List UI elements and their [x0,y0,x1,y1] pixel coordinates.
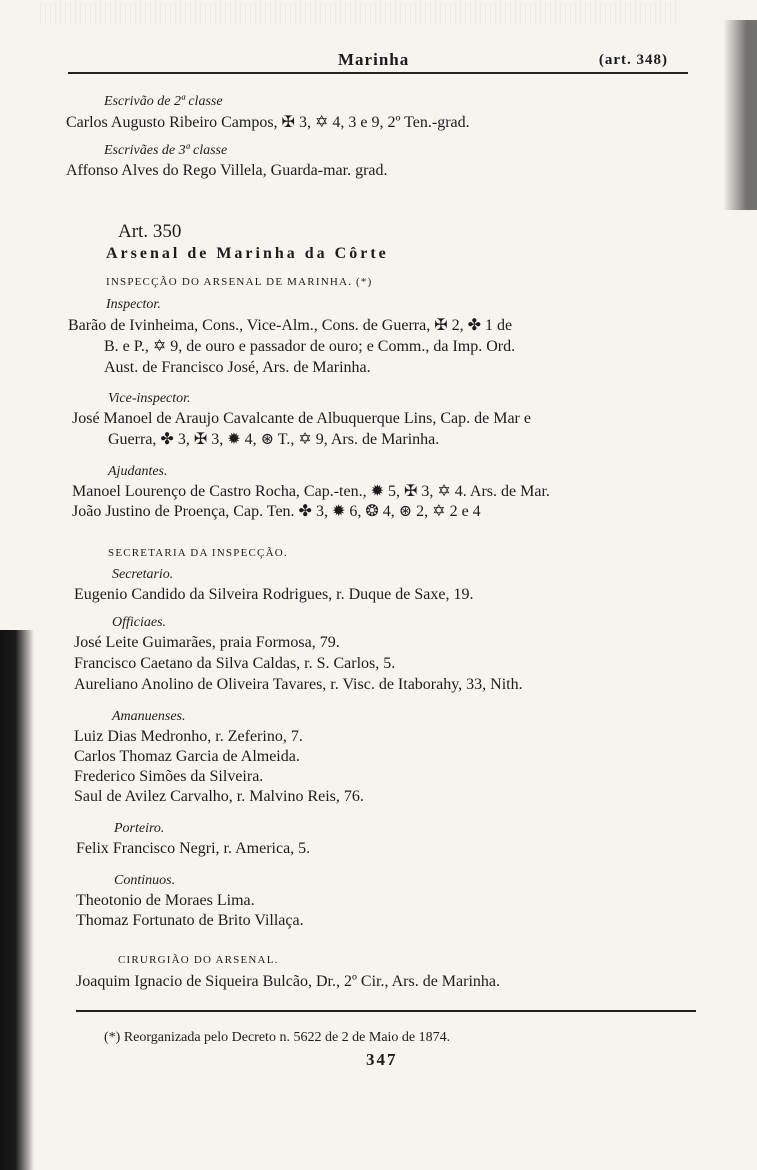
amanuense-entry-4: Saul de Avilez Carvalho, r. Malvino Reis, 76. [74,788,364,805]
section-heading-inspeccao: INSPECÇÃO DO ARSENAL DE MARINHA. (*) [106,276,373,288]
official-entry-2: Francisco Caetano da Silva Caldas, r. S. Carlos, 5. [74,655,396,672]
entry-escrivaes-3: Affonso Alves do Rego Villela, Guarda-mar. grad. [66,162,388,179]
role-secretario: Secretario. [112,567,174,582]
inspector-line-1: Barão de Ivinheima, Cons., Vice-Alm., Cons. de Guerra, ✠ 2, ✤ 1 de [68,317,513,334]
cirurgiao-entry: Joaquim Ignacio de Siqueira Bulcão, Dr., 2º Cir., Ars. de Marinha. [76,973,500,990]
porteiro-entry: Felix Francisco Negri, r. America, 5. [76,840,311,857]
amanuense-entry-3: Frederico Simões da Silveira. [74,768,264,785]
section-heading-secretaria: SECRETARIA DA INSPECÇÃO. [108,547,288,559]
ajudante-line-2: João Justino de Proença, Cap. Ten. ✤ 3, ✹ 6, ❂ 4, ⊛ 2, ✡ 2 e 4 [72,503,481,520]
entry-escrivao-2: Carlos Augusto Ribeiro Campos, ✠ 3, ✡ 4, 3 e 9, 2º Ten.-grad. [66,114,470,131]
continuo-entry-1: Theotonio de Moraes Lima. [76,892,255,909]
article-title: Arsenal de Marinha da Côrte [106,245,389,262]
role-porteiro: Porteiro. [114,821,165,836]
scan-edge-right [723,20,757,210]
role-vice-inspector: Vice-inspector. [108,391,191,406]
scan-edge-left [0,630,34,1170]
role-amanuenses: Amanuenses. [112,709,186,724]
continuo-entry-2: Thomaz Fortunato de Brito Villaça. [76,912,304,929]
official-entry-3: Aureliano Anolino de Oliveira Tavares, r. Visc. de Itaborahy, 33, Nith. [74,676,523,693]
section-heading-cirurgiao: CIRURGIÃO DO ARSENAL. [118,954,279,966]
role-escrivao-2: Escrivão de 2ª classe [104,94,223,109]
header-rule [68,72,688,74]
running-head [68,50,678,72]
vice-inspector-line-2: Guerra, ✤ 3, ✠ 3, ✹ 4, ⊛ T., ✡ 9, Ars. de Marinha. [108,431,440,448]
running-head-title: Marinha [338,50,410,69]
amanuense-entry-2: Carlos Thomaz Garcia de Almeida. [74,748,300,765]
running-head-article-ref: (art. 348) [598,52,668,68]
article-number: Art. 350 [118,221,182,242]
ajudante-line-1: Manoel Lourenço de Castro Rocha, Cap.-ten., ✹ 5, ✠ 3, ✡ 4. Ars. de Mar. [72,483,550,500]
footnote: (*) Reorganizada pelo Decreto n. 5622 de 2 de Maio de 1874. [104,1030,451,1045]
vice-inspector-line-1: José Manoel de Araujo Cavalcante de Albuquerque Lins, Cap. de Mar e [72,410,531,427]
role-officiaes: Officiaes. [112,615,167,630]
role-escrivaes-3: Escrivães de 3ª classe [104,143,228,158]
inspector-line-3: Aust. de Francisco José, Ars. de Marinha. [104,359,371,376]
role-inspector: Inspector. [106,297,161,312]
official-entry-1: José Leite Guimarães, praia Formosa, 79. [74,634,340,651]
secretario-entry: Eugenio Candido da Silveira Rodrigues, r. Duque de Saxe, 19. [74,586,474,603]
page-number: 347 [366,1050,398,1069]
role-ajudantes: Ajudantes. [108,464,168,479]
footnote-rule [76,1010,696,1012]
inspector-line-2: B. e P., ✡ 9, de ouro e passador de ouro; e Comm., da Imp. Ord. [104,338,516,355]
role-continuos: Continuos. [114,873,176,888]
amanuense-entry-1: Luiz Dias Medronho, r. Zeferino, 7. [74,728,303,745]
scan-noise [40,2,680,24]
